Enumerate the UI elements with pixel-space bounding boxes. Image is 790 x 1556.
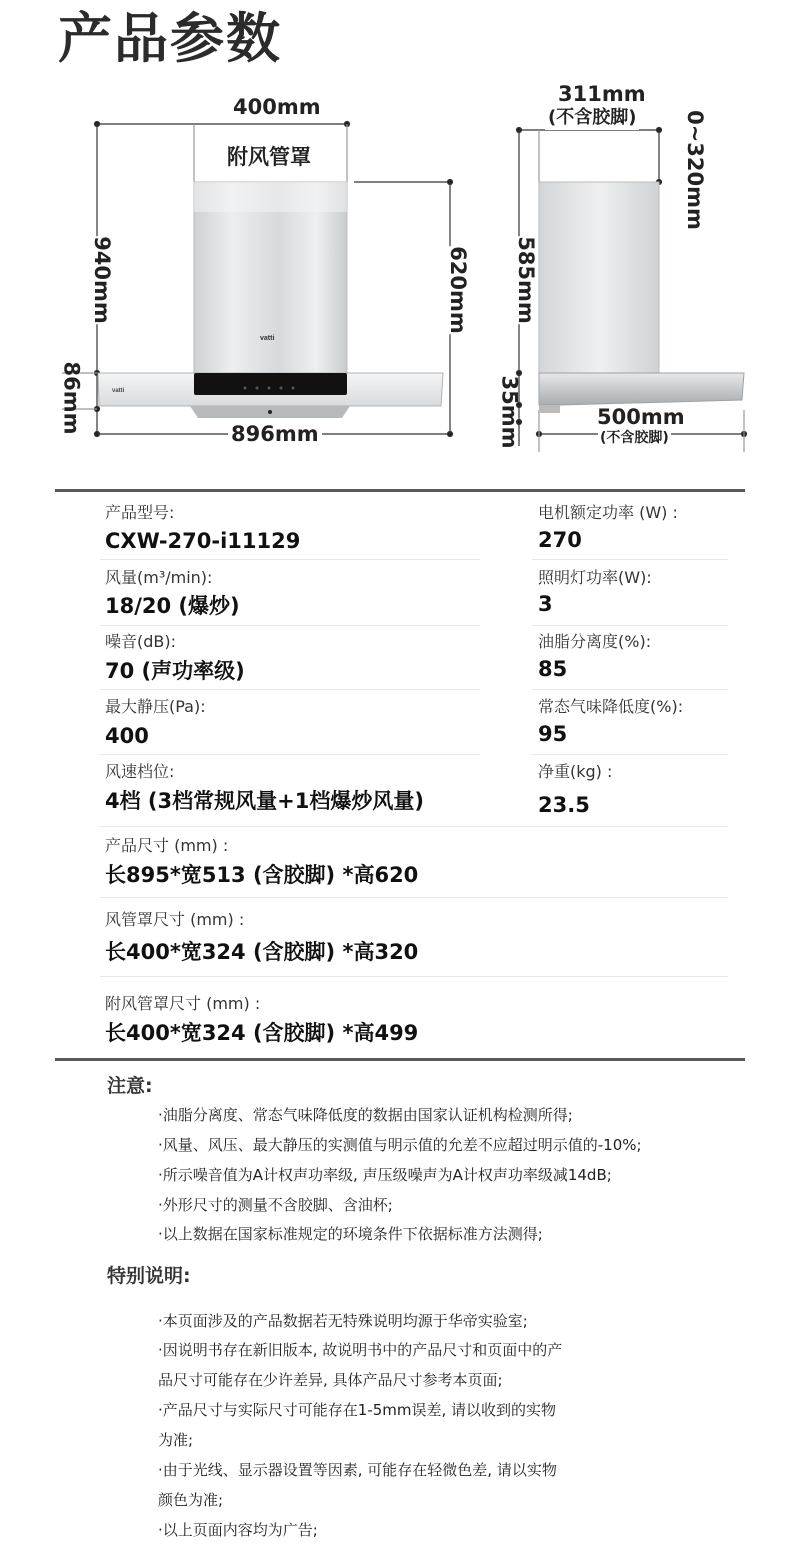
row-separator <box>100 976 728 977</box>
row-separator <box>532 625 728 626</box>
note-item: ·风量、风压、最大静压的实测值与明示值的允差不应超过明示值的-10%; <box>158 1136 642 1154</box>
spec-label: 风量(m³/min): <box>105 568 213 587</box>
note-item: ·以上数据在国家标准规定的环境条件下依据标准方法测得; <box>158 1225 543 1243</box>
row-separator <box>100 897 728 898</box>
side-panel <box>539 373 744 405</box>
front-view-diagram <box>0 0 790 470</box>
row-separator <box>100 625 480 626</box>
note-item: ·外形尺寸的测量不含胶脚、含油杯; <box>158 1196 393 1214</box>
control-display <box>194 373 347 395</box>
note-item: ·所示噪音值为A计权声功率级, 声压级噪声为A计权声功率级减14dB; <box>158 1166 612 1184</box>
side-chimney <box>539 182 659 373</box>
spec-label: 电机额定功率 (W) : <box>538 503 678 522</box>
spec-label: 附风管罩尺寸 (mm) : <box>105 994 261 1013</box>
side-depth-bottom-label: 500mm <box>594 405 688 429</box>
spec-value: 长895*宽513 (含胶脚) *高620 <box>105 863 419 887</box>
page-title: 产品参数 <box>58 7 282 70</box>
spec-label: 产品尺寸 (mm) : <box>105 836 229 855</box>
row-separator <box>100 559 480 560</box>
spec-value: 270 <box>538 528 582 552</box>
spec-value: 23.5 <box>538 793 590 817</box>
brand-logo: vatti <box>260 335 275 342</box>
side-depth-bottom-note: (不含胶脚) <box>600 430 669 446</box>
row-separator <box>532 689 728 690</box>
spec-label: 风管罩尺寸 (mm) : <box>105 910 245 929</box>
front-panel-height-label: 86mm <box>59 361 84 435</box>
row-separator <box>532 559 728 560</box>
spec-value: 长400*宽324 (含胶脚) *高320 <box>105 940 419 964</box>
spec-label: 常态气味降低度(%): <box>538 697 684 716</box>
chimney-label: 附风管罩 <box>227 145 311 169</box>
row-separator <box>100 754 480 755</box>
front-width-top-label: 400mm <box>230 95 324 119</box>
spec-label: 风速档位: <box>105 762 175 781</box>
side-depth-top-label: 311mm <box>558 82 646 106</box>
row-separator <box>532 754 728 755</box>
spec-value: 3 <box>538 592 553 616</box>
special-line: ·由于光线、显示器设置等因素, 可能存在轻微色差, 请以实物 <box>158 1461 557 1479</box>
spec-value: 85 <box>538 657 568 681</box>
row-separator <box>100 689 480 690</box>
special-line: ·以上页面内容均为广告; <box>158 1521 318 1539</box>
spec-value: 95 <box>538 722 568 746</box>
note-item: ·油脂分离度、常态气味降低度的数据由国家认证机构检测所得; <box>158 1106 573 1124</box>
table-bottom-rule <box>55 1058 745 1061</box>
notes-heading: 注意: <box>107 1075 153 1097</box>
side-panel-height-label: 35mm <box>497 375 522 449</box>
special-line: ·本页面涉及的产品数据若无特殊说明均源于华帝实验室; <box>158 1312 528 1330</box>
spec-label: 噪音(dB): <box>105 632 177 651</box>
svg-text:vatti: vatti <box>112 388 125 394</box>
spec-value: 70 (声功率级) <box>105 659 245 683</box>
spec-value: CXW-270-i11129 <box>105 529 301 553</box>
spec-label: 照明灯功率(W): <box>538 568 652 587</box>
special-line: 为准; <box>158 1431 194 1449</box>
spec-label: 净重(kg) : <box>538 762 613 781</box>
special-line: 颜色为准; <box>158 1491 224 1509</box>
special-heading: 特别说明: <box>107 1265 191 1287</box>
special-line: ·因说明书存在新旧版本, 故说明书中的产品尺寸和页面中的产 <box>158 1341 563 1359</box>
side-adjust-label: 0~320mm <box>682 110 707 230</box>
front-width-bottom-label: 896mm <box>228 422 322 446</box>
side-height-label: 585mm <box>513 236 538 324</box>
spec-label: 油脂分离度(%): <box>538 632 652 651</box>
spec-value: 4档 (3档常规风量+1档爆炒风量) <box>105 789 424 813</box>
special-line: 品尺寸可能存在少许差异, 具体产品尺寸参考本页面; <box>158 1371 503 1389</box>
side-depth-top-note: (不含胶脚) <box>545 106 639 130</box>
spec-value: 18/20 (爆炒) <box>105 594 240 618</box>
spec-label: 产品型号: <box>105 503 175 522</box>
table-top-rule <box>55 489 745 492</box>
front-total-height-label: 940mm <box>89 236 114 324</box>
spec-value: 400 <box>105 724 149 748</box>
front-body-height-label: 620mm <box>445 246 470 334</box>
row-separator <box>100 826 728 827</box>
spec-label: 最大静压(Pa): <box>105 697 206 716</box>
special-line: ·产品尺寸与实际尺寸可能存在1-5mm误差, 请以收到的实物 <box>158 1401 557 1419</box>
spec-value: 长400*宽324 (含胶脚) *高499 <box>105 1021 419 1045</box>
